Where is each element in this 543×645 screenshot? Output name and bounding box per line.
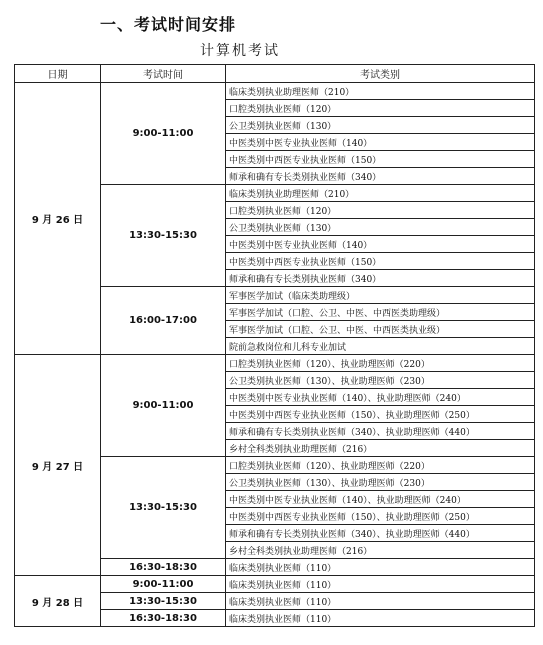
category-cell: 临床类别执业医师（110） (226, 559, 535, 576)
category-cell: 临床类别执业医师（110） (226, 593, 535, 610)
time-cell: 9:00-11:00 (101, 576, 226, 593)
time-cell: 16:00-17:00 (101, 287, 226, 355)
table-row (15, 355, 535, 372)
exam-schedule-table (14, 64, 535, 627)
category-cell: 师承和确有专长类别执业医师（340） (226, 270, 535, 287)
category-cell: 临床类别执业助理医师（210） (226, 185, 535, 202)
category-cell: 临床类别执业医师（110） (226, 576, 535, 593)
category-cell: 中医类别中医专业执业医师（140） (226, 236, 535, 253)
header-row (15, 65, 535, 83)
category-cell: 乡村全科类别执业助理医师（216） (226, 440, 535, 457)
time-cell: 9:00-11:00 (101, 83, 226, 185)
date-cell: 9 月 26 日 (15, 83, 101, 355)
category-cell: 公卫类别执业医师（130）、执业助理医师（230） (226, 372, 535, 389)
time-cell: 16:30-18:30 (101, 610, 226, 627)
category-cell: 军事医学加试（口腔、公卫、中医、中西医类执业级） (226, 321, 535, 338)
category-cell: 口腔类别执业医师（120）、执业助理医师（220） (226, 355, 535, 372)
time-cell: 13:30-15:30 (101, 593, 226, 610)
category-cell: 中医类别中西医专业执业医师（150） (226, 253, 535, 270)
date-cell: 9 月 27 日 (15, 355, 101, 576)
table-subheading: 计算机考试 (200, 43, 280, 59)
category-cell: 中医类别中医专业执业医师（140）、执业助理医师（240） (226, 389, 535, 406)
category-cell: 口腔类别执业医师（120）、执业助理医师（220） (226, 457, 535, 474)
category-cell: 师承和确有专长类别执业医师（340） (226, 168, 535, 185)
category-cell: 口腔类别执业医师（120） (226, 100, 535, 117)
category-cell: 公卫类别执业医师（130）、执业助理医师（230） (226, 474, 535, 491)
time-cell: 13:30-15:30 (101, 185, 226, 287)
category-cell: 中医类别中医专业执业医师（140）、执业助理医师（240） (226, 491, 535, 508)
category-cell: 师承和确有专长类别执业医师（340）、执业助理医师（440） (226, 423, 535, 440)
category-cell: 院前急救岗位和儿科专业加试 (226, 338, 535, 355)
category-cell: 中医类别中西医专业执业医师（150） (226, 151, 535, 168)
section-heading: 一、考试时间安排 (100, 15, 237, 34)
time-cell: 13:30-15:30 (101, 457, 226, 559)
time-cell: 9:00-11:00 (101, 355, 226, 457)
date-cell: 9 月 28 日 (15, 576, 101, 627)
category-cell: 中医类别中西医专业执业医师（150）、执业助理医师（250） (226, 406, 535, 423)
category-cell: 临床类别执业助理医师（210） (226, 83, 535, 100)
category-cell: 中医类别中医专业执业医师（140） (226, 134, 535, 151)
category-cell: 临床类别执业医师（110） (226, 610, 535, 627)
category-cell: 口腔类别执业医师（120） (226, 202, 535, 219)
time-cell: 16:30-18:30 (101, 559, 226, 576)
category-cell: 中医类别中西医专业执业医师（150）、执业助理医师（250） (226, 508, 535, 525)
category-cell: 乡村全科类别执业助理医师（216） (226, 542, 535, 559)
table-row (15, 576, 535, 593)
category-cell: 公卫类别执业医师（130） (226, 219, 535, 236)
table-row (15, 83, 535, 100)
header-date: 日期 (15, 65, 101, 83)
header-category: 考试类别 (226, 65, 535, 83)
category-cell: 师承和确有专长类别执业医师（340）、执业助理医师（440） (226, 525, 535, 542)
schedule-body (15, 83, 535, 627)
category-cell: 军事医学加试（临床类助理级） (226, 287, 535, 304)
category-cell: 军事医学加试（口腔、公卫、中医、中西医类助理级） (226, 304, 535, 321)
category-cell: 公卫类别执业医师（130） (226, 117, 535, 134)
header-time: 考试时间 (101, 65, 226, 83)
